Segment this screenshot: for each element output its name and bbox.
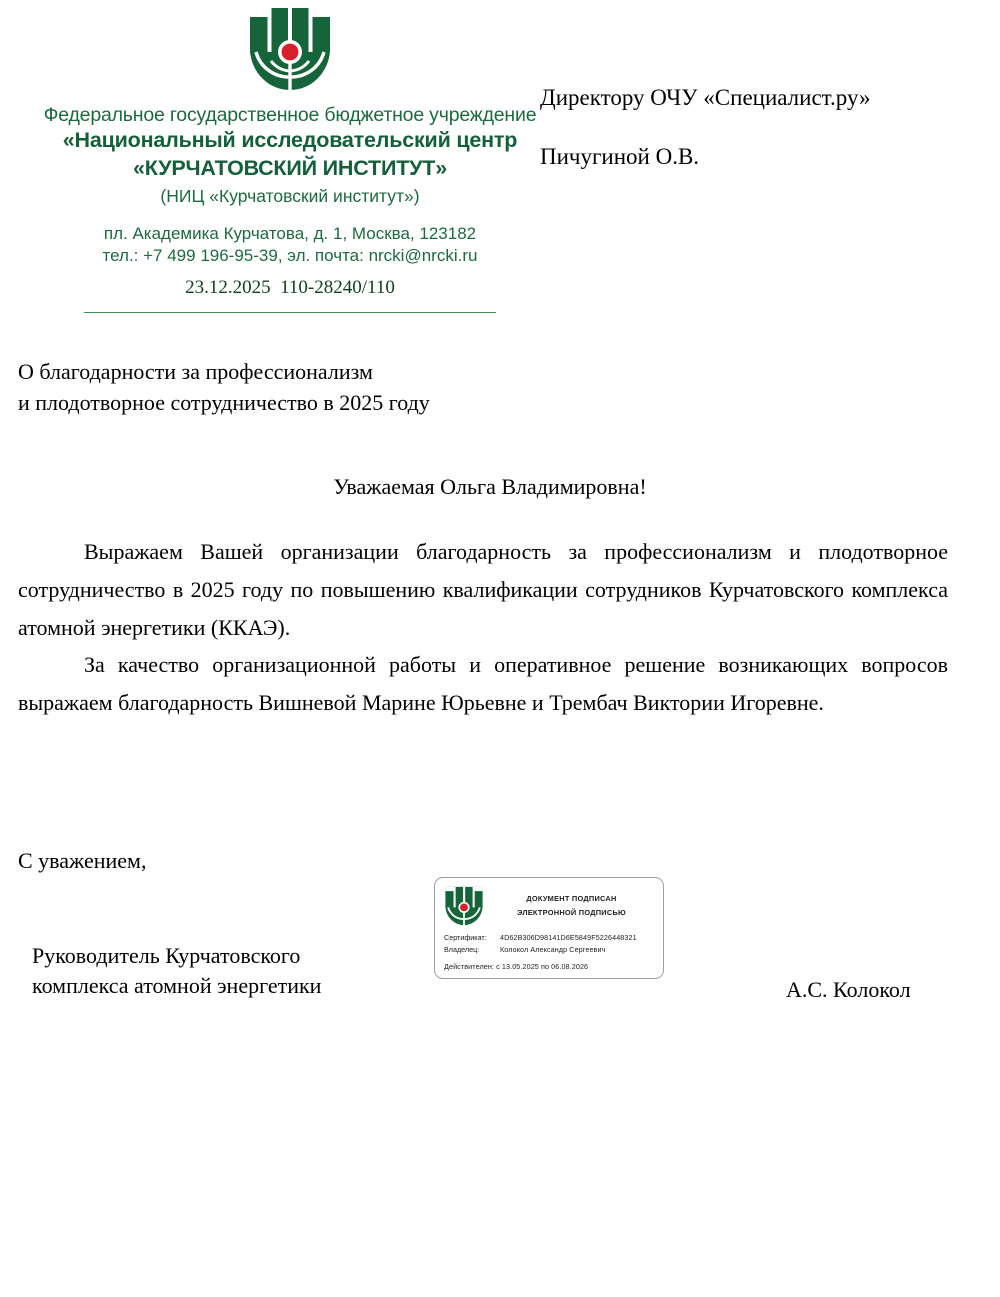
signer-title bbox=[32, 941, 432, 1000]
esign-certificate-label: Сертификат: bbox=[444, 933, 487, 942]
organization-line-2: «Национальный исследовательский центр bbox=[62, 128, 518, 153]
contact-block bbox=[40, 223, 540, 269]
esign-kurchatov-crest-icon bbox=[444, 885, 484, 927]
esign-heading-line-2: ЭЛЕКТРОННОЙ ПОДПИСЬЮ bbox=[517, 908, 626, 917]
addressee-position: Директору ОЧУ «Специалист.ру» bbox=[540, 85, 871, 110]
organization-short-name: (НИЦ «Курчатовский институт») bbox=[160, 186, 420, 207]
greeting: Уважаемая Ольга Владимировна! bbox=[333, 474, 647, 499]
letter-body bbox=[18, 533, 948, 722]
subject-line bbox=[18, 356, 578, 418]
signer-title-line-1: Руководитель Курчатовского bbox=[32, 943, 301, 968]
document-number: 110-28240/110 bbox=[280, 277, 395, 299]
electronic-signature-stamp bbox=[434, 877, 664, 979]
esign-heading-line-1: ДОКУМЕНТ ПОДПИСАН bbox=[526, 894, 617, 904]
signer-title-line-2: комплекса атомной энергетики bbox=[32, 972, 322, 998]
body-paragraph-2: За качество организационной работы и оперативное решение возникающих вопросов выражаем благодарность Вишневой Марине Юрьевне и Трембач Виктории Игоревне. bbox=[18, 652, 948, 716]
letterhead bbox=[40, 0, 540, 313]
esign-fields bbox=[435, 932, 663, 956]
organization-line-3: «КУРЧАТОВСКИЙ ИНСТИТУТ» bbox=[132, 156, 447, 181]
subject-line-2: и плодотворное сотрудничество в 2025 году bbox=[18, 390, 430, 416]
organization-line-1: Федеральное государственное бюджетное учреждение bbox=[43, 104, 537, 126]
subject-line-1: О благодарности за профессионализм bbox=[18, 359, 373, 384]
addressee-name: Пичугиной О.В. bbox=[540, 144, 700, 169]
closing-salutation: С уважением, bbox=[18, 848, 147, 873]
document-date: 23.12.2025 bbox=[185, 277, 271, 299]
postal-address: пл. Академика Курчатова, д. 1, Москва, 123182 bbox=[103, 223, 477, 243]
esign-owner-row bbox=[444, 944, 655, 956]
esign-validity-period: Действителен: с 13.05.2025 по 06.08.2026 bbox=[444, 962, 589, 971]
document-reference bbox=[40, 277, 540, 299]
body-paragraph-1: Выражаем Вашей организации благодарность за профессионализм и плодотворное сотрудничество в 2025 году по повышению квалификации сотрудников Курчатовского комплекса атомной энергетики (ККАЭ). bbox=[18, 539, 948, 640]
phone-and-email: тел.: +7 499 196-95-39, эл. почта: nrcki@nrcki.ru bbox=[102, 246, 478, 266]
header-divider bbox=[84, 312, 496, 313]
esign-owner-value: Колокол Александр Сергеевич bbox=[500, 944, 606, 954]
esign-owner-label: Владелец: bbox=[444, 944, 480, 954]
esign-heading-text bbox=[488, 892, 655, 919]
kurchatov-institute-crest-icon bbox=[247, 5, 333, 93]
esign-header bbox=[435, 878, 663, 927]
signer-name: А.С. Колокол bbox=[786, 977, 911, 1002]
esign-certificate-row bbox=[444, 932, 655, 944]
addressee-block bbox=[540, 86, 980, 168]
esign-certificate-value: 4D62B306D98141D6E5849F5226448321 bbox=[500, 933, 637, 942]
